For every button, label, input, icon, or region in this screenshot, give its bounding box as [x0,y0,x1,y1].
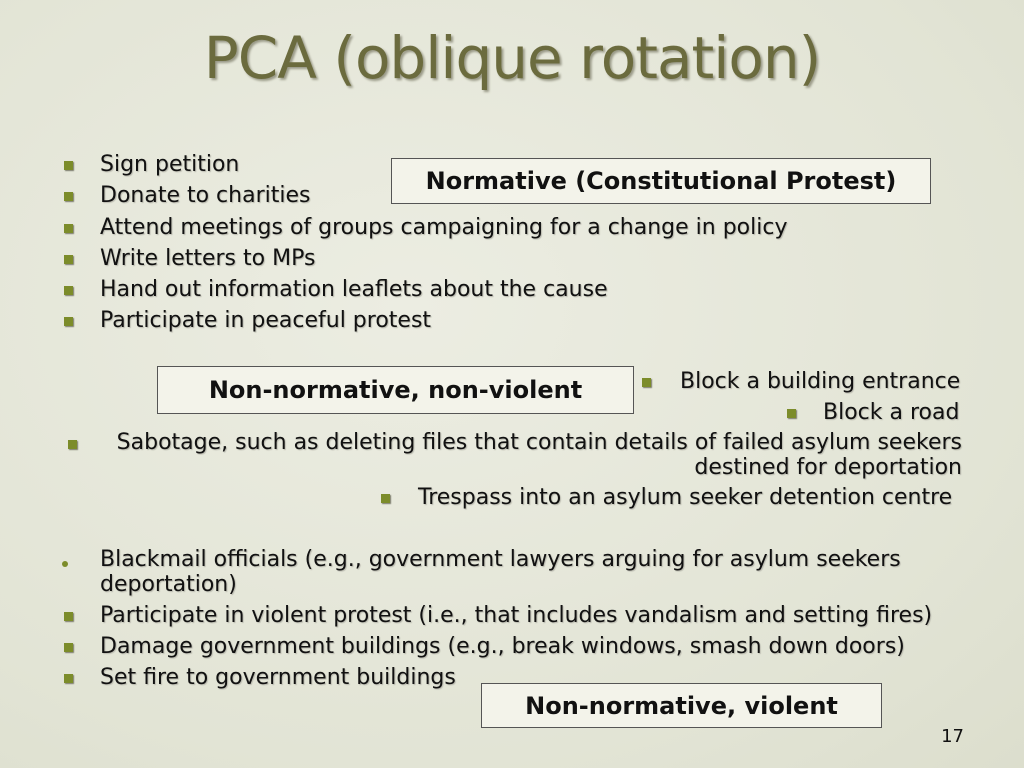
list-item: Donate to charities [100,183,311,208]
list-item: Block a road [823,400,960,425]
list-item: Participate in violent protest (i.e., that includes vandalism and setting fires) [100,603,933,628]
nonviolent-group-label: Non-normative, non-violent [157,366,634,414]
list-item: Write letters to MPs [100,246,316,271]
list-item: Damage government buildings (e.g., break windows, smash down doors) [100,634,905,659]
list-item-continuation: deportation) [100,572,237,597]
list-item: Trespass into an asylum seeker detention centre [418,485,953,510]
bullet-icon [64,674,73,683]
bullet-icon [381,494,390,503]
list-item: Block a building entrance [680,369,961,394]
list-item: Attend meetings of groups campaigning for a change in policy [100,215,788,240]
list-item-continuation: destined for deportation [694,455,962,480]
list-item: Hand out information leaflets about the cause [100,277,608,302]
list-item: Sabotage, such as deleting files that contain details of failed asylum seekers [116,430,962,455]
bullet-icon [64,192,73,201]
bullet-icon [64,286,73,295]
normative-group-label: Normative (Constitutional Protest) [391,158,931,204]
violent-group-label: Non-normative, violent [481,683,882,728]
bullet-icon [64,317,73,326]
bullet-icon [64,255,73,264]
bullet-dot-icon [62,561,68,567]
bullet-icon [64,161,73,170]
bullet-icon [64,224,73,233]
bullet-icon [642,378,651,387]
list-item: Participate in peaceful protest [100,308,432,333]
list-item: Blackmail officials (e.g., government lawyers arguing for asylum seekers [100,547,901,572]
list-item: Set fire to government buildings [100,665,456,690]
bullet-icon [68,440,77,449]
bullet-icon [64,643,73,652]
page-number: 17 [941,726,964,747]
slide-title: PCA (oblique rotation) [203,24,821,92]
bullet-icon [64,612,73,621]
list-item: Sign petition [100,152,240,177]
bullet-icon [787,409,796,418]
